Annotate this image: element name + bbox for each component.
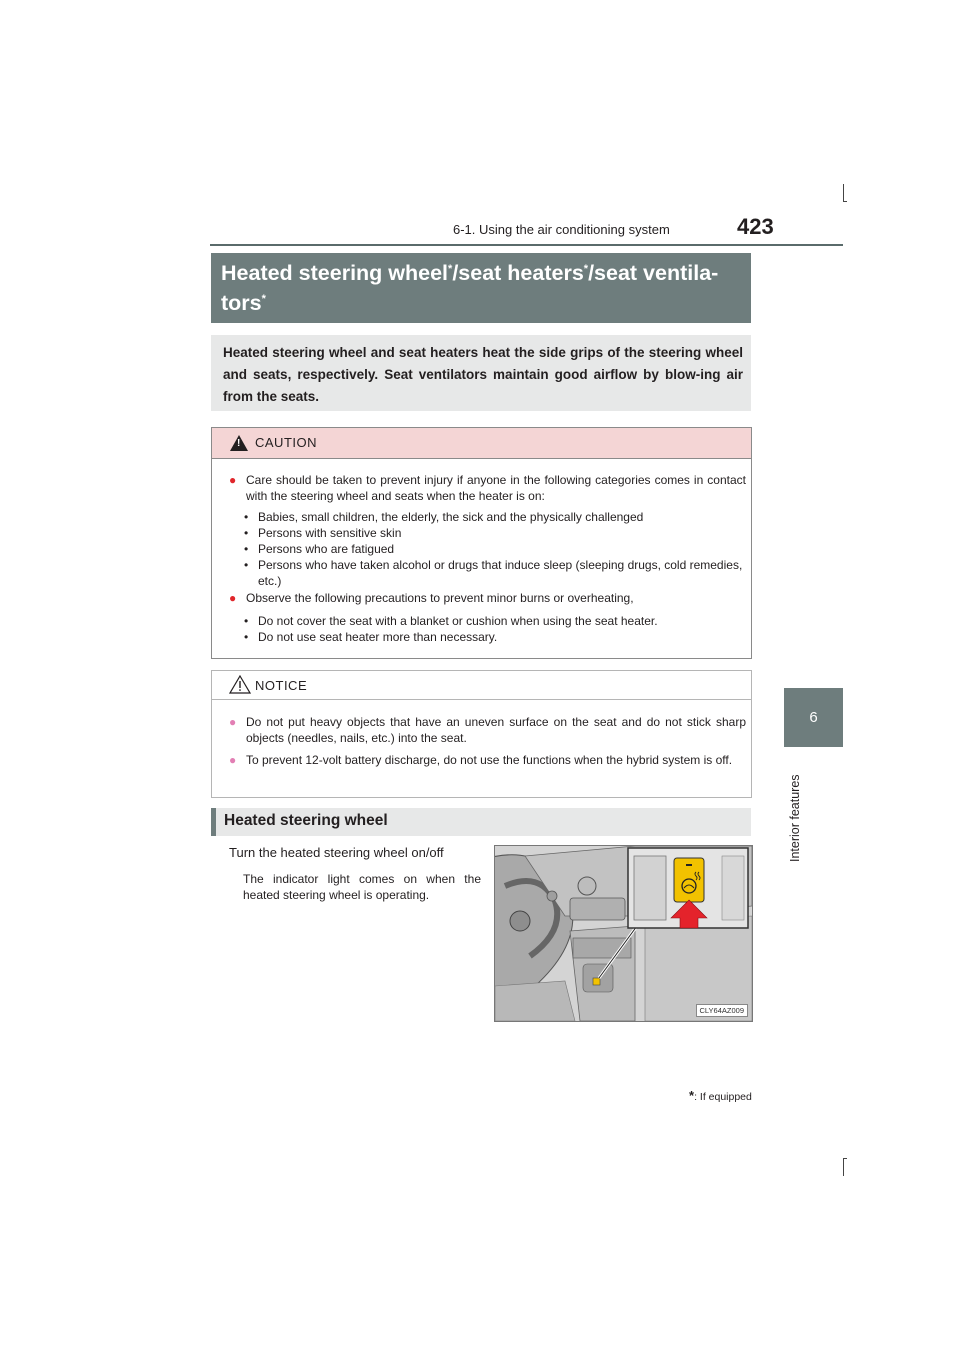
section-heading (211, 808, 751, 836)
caution-item (229, 590, 746, 606)
caution-subitem (244, 557, 744, 589)
caution-item (229, 472, 746, 504)
chapter-number: 6 (809, 709, 818, 726)
notice-bullet: ● (229, 715, 237, 729)
caution-subitem-text: Persons with sensitive skin (258, 526, 402, 540)
dashboard-illustration (494, 845, 753, 1022)
intro-text: Heated steering wheel and seat heaters heat the side grips of the steering wheel and seats, respectively. Seat ventilators maintain good airflow by blow-ing air from the seats. (223, 345, 743, 404)
notice-header (212, 671, 751, 700)
notice-item (229, 714, 746, 746)
notice-triangle-icon (229, 675, 251, 694)
image-code: CLY64AZ009 (696, 1004, 748, 1017)
notice-item (229, 752, 746, 768)
crop-mark-bottom-h (843, 1158, 847, 1159)
crop-mark-bottom (843, 1158, 844, 1176)
notice-bullet: ● (229, 753, 237, 767)
dashboard-drawing (495, 846, 752, 1021)
section-heading-bar (211, 808, 216, 836)
caution-subitem-text: Persons who are fatigued (258, 542, 395, 556)
sub-bullet: • (244, 526, 249, 540)
caution-subitem (244, 541, 744, 557)
crop-mark-top-h (843, 201, 847, 202)
crop-mark-top (843, 184, 844, 202)
intro-box (211, 335, 751, 411)
notice-box (211, 670, 752, 798)
caution-item-text: Observe the following precautions to prevent minor burns or overheating, (246, 591, 634, 605)
title-part-2: /seat heaters (452, 261, 584, 285)
sub-bullet: • (244, 630, 249, 644)
title-asterisk-3: * (261, 292, 266, 305)
notice-item-text: Do not put heavy objects that have an uneven surface on the seat and do not stick sharp objects (needles, nails, etc.) into the seat. (246, 715, 746, 745)
notice-item-text: To prevent 12-volt battery discharge, do not use the functions when the hybrid system is off. (246, 753, 733, 767)
footnote-text: : If equipped (694, 1091, 752, 1103)
caution-box (211, 427, 752, 659)
caution-header (212, 428, 751, 459)
caution-subitem-text: Do not use seat heater more than necessary. (258, 630, 498, 644)
sub-bullet: • (244, 542, 249, 556)
running-header-section: 6-1. Using the air conditioning system (453, 222, 670, 237)
sub-bullet: • (244, 614, 249, 628)
caution-label: CAUTION (255, 435, 317, 450)
exclamation-glyph: ! (237, 438, 241, 449)
caution-subitem-text: Do not cover the seat with a blanket or cushion when using the seat heater. (258, 614, 658, 628)
caution-subitem-text: Babies, small children, the elderly, the sick and the physically challenged (258, 510, 644, 524)
footnote-mark: * (689, 1088, 695, 1103)
caution-subitem-text: Persons who have taken alcohol or drugs that induce sleep (sleeping drugs, cold remedies, etc.) (258, 558, 743, 588)
notice-label: NOTICE (255, 678, 308, 693)
instruction-detail: The indicator light comes on when the heated steering wheel is operating. (243, 872, 481, 902)
title-part-4: tors (221, 291, 262, 315)
title-part-3: /seat ventila- (588, 261, 719, 285)
sub-bullet: • (244, 510, 249, 524)
chapter-label-text: Interior features (788, 774, 802, 862)
caution-subitem (244, 613, 744, 629)
page-title-bar (211, 253, 751, 323)
title-asterisk-2: * (583, 262, 589, 275)
header-rule (210, 244, 843, 246)
sub-bullet: • (244, 558, 249, 572)
instruction-text: Turn the heated steering wheel on/off (229, 845, 444, 860)
page-title (221, 258, 746, 318)
caution-bullet: ● (229, 473, 237, 487)
page-number: 423 (737, 214, 774, 239)
title-asterisk-1: * (448, 262, 453, 275)
caution-subitem (244, 525, 744, 541)
footnote (689, 1088, 752, 1103)
chapter-label (786, 755, 806, 865)
caution-subitem (244, 509, 744, 525)
title-part-1: Heated steering wheel (221, 261, 449, 285)
caution-item-text: Care should be taken to prevent injury if anyone in the following categories comes in contact with the steering wheel and seats when the heater is on: (246, 473, 746, 503)
section-heading-label: Heated steering wheel (224, 812, 388, 829)
caution-subitem (244, 629, 744, 645)
caution-bullet: ● (229, 591, 237, 605)
